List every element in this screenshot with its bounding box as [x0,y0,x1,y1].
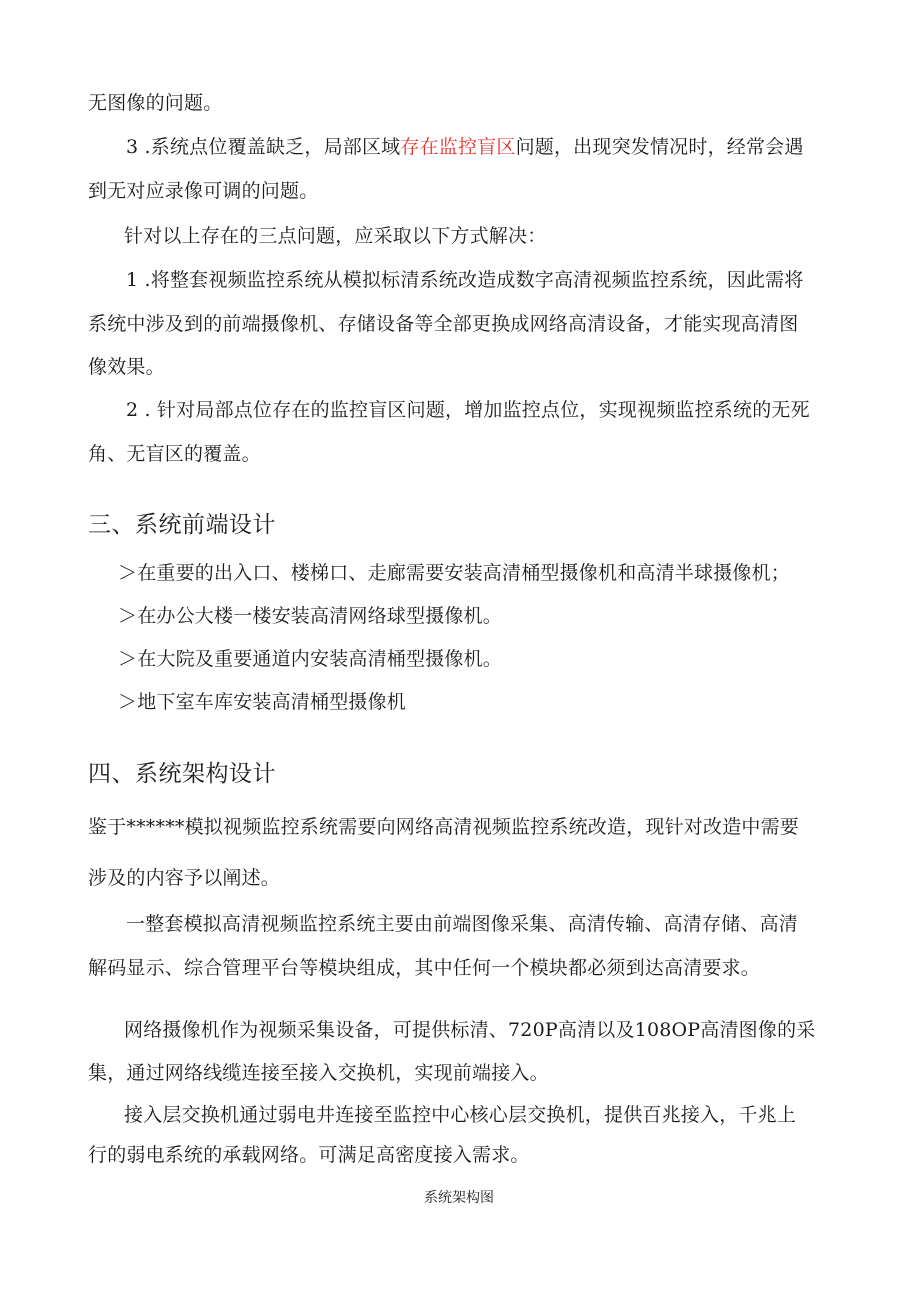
architecture-p3-line-1: 网络摄像机作为视频采集设备，可提供标清、720P高清以及108OP高清图像的采 [124,1019,816,1041]
item-3-line-2: 到无对应录像可调的问题。 [88,180,319,202]
paragraph-continuation: 无图像的问题。 [88,92,223,114]
highlighted-text: 存在监控盲区 [400,136,516,158]
architecture-p4-line-2: 行的弱电系统的承载网络。可满足高密度接入需求。 [88,1144,530,1166]
architecture-p1-line-2: 涉及的内容予以阐述。 [88,867,281,889]
architecture-p1-line-1: 鉴于******模拟视频监控系统需要向网络高清视频监控系统改造，现针对改造中需要 [88,816,800,838]
front-end-item-4: ＞地下室车库安装高清桶型摄像机 [118,691,407,713]
item-3-text-b: 问题，出现突发情况时，经常会遇 [515,136,804,158]
solution-1-line-3: 像效果。 [88,356,165,378]
solution-1-line-2: 系统中涉及到的前端摄像机、存储设备等全部更换成网络高清设备，才能实现高清图 [88,313,799,335]
front-end-item-3: ＞在大院及重要通道内安装高清桶型摄像机。 [118,648,503,670]
front-end-item-2: ＞在办公大楼一楼安装高清网络球型摄像机。 [118,605,503,627]
section-3-heading: 三、系统前端设计 [88,512,276,538]
architecture-p4-line-1: 接入层交换机通过弱电井连接至监控中心核心层交换机，提供百兆接入，千兆上 [124,1104,797,1126]
architecture-p2-line-1: 一整套模拟高清视频监控系统主要由前端图像采集、高清传输、高清存储、高清 [126,913,799,935]
item-3-text-a: 3 .系统点位覆盖缺乏，局部区域 [126,136,401,158]
section-4-heading: 四、系统架构设计 [88,761,276,787]
figure-caption: 系统架构图 [424,1190,494,1206]
solution-2-line-1: 2 . 针对局部点位存在的监控盲区问题，增加监控点位，实现视频监控系统的无死 [126,399,810,421]
architecture-p3-line-2: 集，通过网络线缆连接至接入交换机，实现前端接入。 [88,1062,549,1084]
solution-2-line-2: 角、无盲区的覆盖。 [88,443,261,465]
item-3-line-1 [126,134,804,160]
solutions-intro: 针对以上存在的三点问题，应采取以下方式解决： [124,225,547,247]
front-end-item-1: ＞在重要的出入口、楼梯口、走廊需要安装高清桶型摄像机和高清半球摄像机； [118,562,791,584]
architecture-p2-line-2: 解码显示、综合管理平台等模块组成，其中任何一个模块都必须到达高清要求。 [88,957,761,979]
solution-1-line-1: 1 .将整套视频监控系统从模拟标清系统改造成数字高清视频监控系统，因此需将 [126,269,804,291]
